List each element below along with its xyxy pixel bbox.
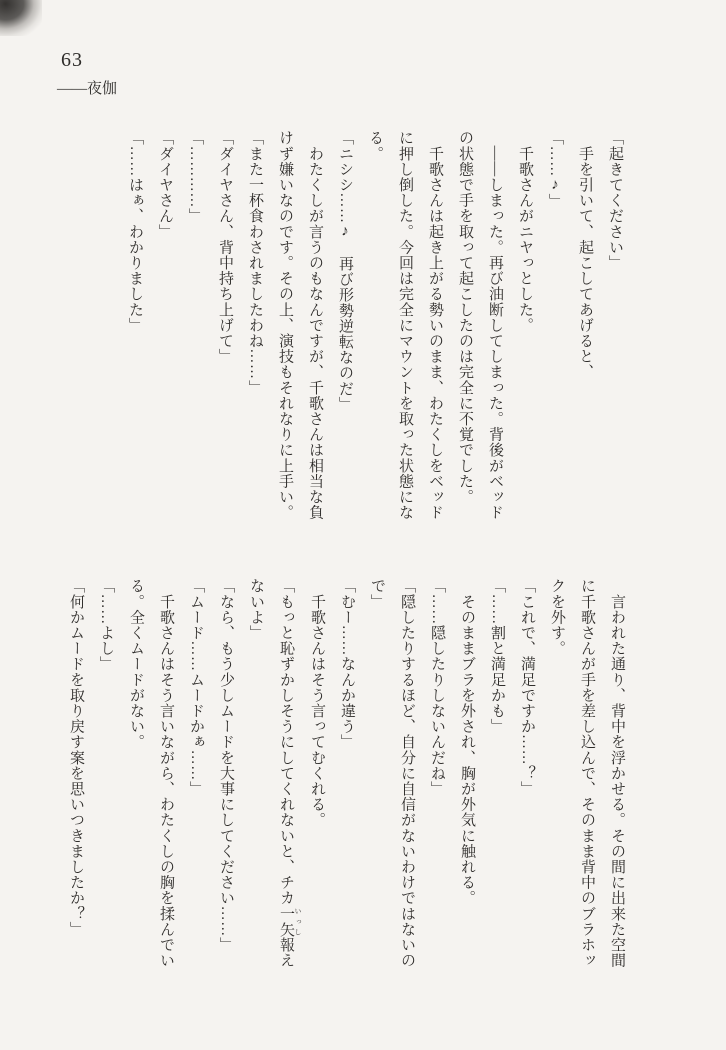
text-line: そのままブラを外され、胸が外気に触れる。 (459, 578, 475, 906)
text-line: 千歌さんがニヤっとした。 (517, 130, 533, 333)
text-line: 「ニシシ……♪ 再び形勢逆転なのだ」 (337, 130, 353, 412)
text-line: 「……はぁ、わかりました」 (127, 130, 143, 333)
text-line: 「ムード……ムードかぁ……」 (188, 578, 204, 797)
text-line: 「むー……なんか違う」 (339, 578, 355, 750)
text-line: ないよ」 (248, 578, 264, 641)
text-line: の状態で手を取って起こしたのは完全に不覚でした。 (457, 130, 473, 505)
main-text-lower-band (61, 578, 632, 972)
text-line: 千歌さんは起き上がる勢いのまま、わたくしをベッド (427, 130, 443, 520)
text-line: 千歌さんはそう言ってむくれる。 (309, 578, 325, 828)
text-line: 「何かムードを取り戻す案を思いつきましたか？」 (68, 578, 84, 937)
text-line: 「……割と満足かも」 (489, 578, 505, 734)
text-line: クを外す。 (549, 578, 565, 656)
text-line: に千歌さんが手を差し込んで、そのまま背中のブラホッ (579, 578, 595, 968)
text-line: わたくしが言うのもなんですが、千歌さんは相当な負 (307, 130, 323, 520)
text-line: 「…………」 (187, 130, 203, 224)
text-line: 「ダイヤさん、背中持ち上げて」 (217, 130, 233, 364)
text-line: 「……隠したりしないんだね」 (429, 578, 445, 797)
text-line: に押し倒した。今回は完全にマウントを取った状態にな (397, 130, 413, 520)
text-line: けず嫌いなのです。その上、演技もそれなりに上手い。 (277, 130, 293, 520)
text-line: ――しまった。再び油断してしまった。背後がベッド (487, 130, 503, 520)
main-text-upper-band (120, 130, 630, 520)
text-line: 千歌さんはそう言いながら、わたくしの胸を揉んでい (158, 578, 174, 968)
text-line: 「ダイヤさん」 (157, 130, 173, 240)
text-line: 「また一杯食わされましたわね……」 (247, 130, 263, 396)
text-line: 「……♪」 (547, 130, 563, 209)
text-line: 「起きてください」 (607, 130, 623, 271)
furigana-annotated-word: 一矢 いっし (278, 905, 302, 937)
text-line: 「なら、もう少しムードを大事にしてください……」 (218, 578, 234, 953)
text-line: 言われた通り、背中を浮かせる。その間に出来た空間 (609, 578, 625, 968)
text-line: 「これで、満足ですか……？」 (519, 578, 535, 797)
text-line: 「……よし」 (98, 578, 114, 672)
scan-artifact-smudge (0, 0, 42, 36)
text-line: 「隠したりするほど、自分に自信がないわけではないの (399, 578, 415, 968)
text-line: 「もっと恥ずかしそうにしてくれないと、チカ一矢 いっし報え (278, 578, 302, 969)
text-line: で」 (369, 578, 385, 610)
text-line: 手を引いて、起こしてあげると、 (577, 130, 593, 380)
text-line: る。全くムードがない。 (128, 578, 144, 750)
page-number: 63 (61, 49, 83, 71)
text-line: る。 (367, 130, 383, 162)
chapter-header: ――夜伽 (57, 81, 118, 97)
